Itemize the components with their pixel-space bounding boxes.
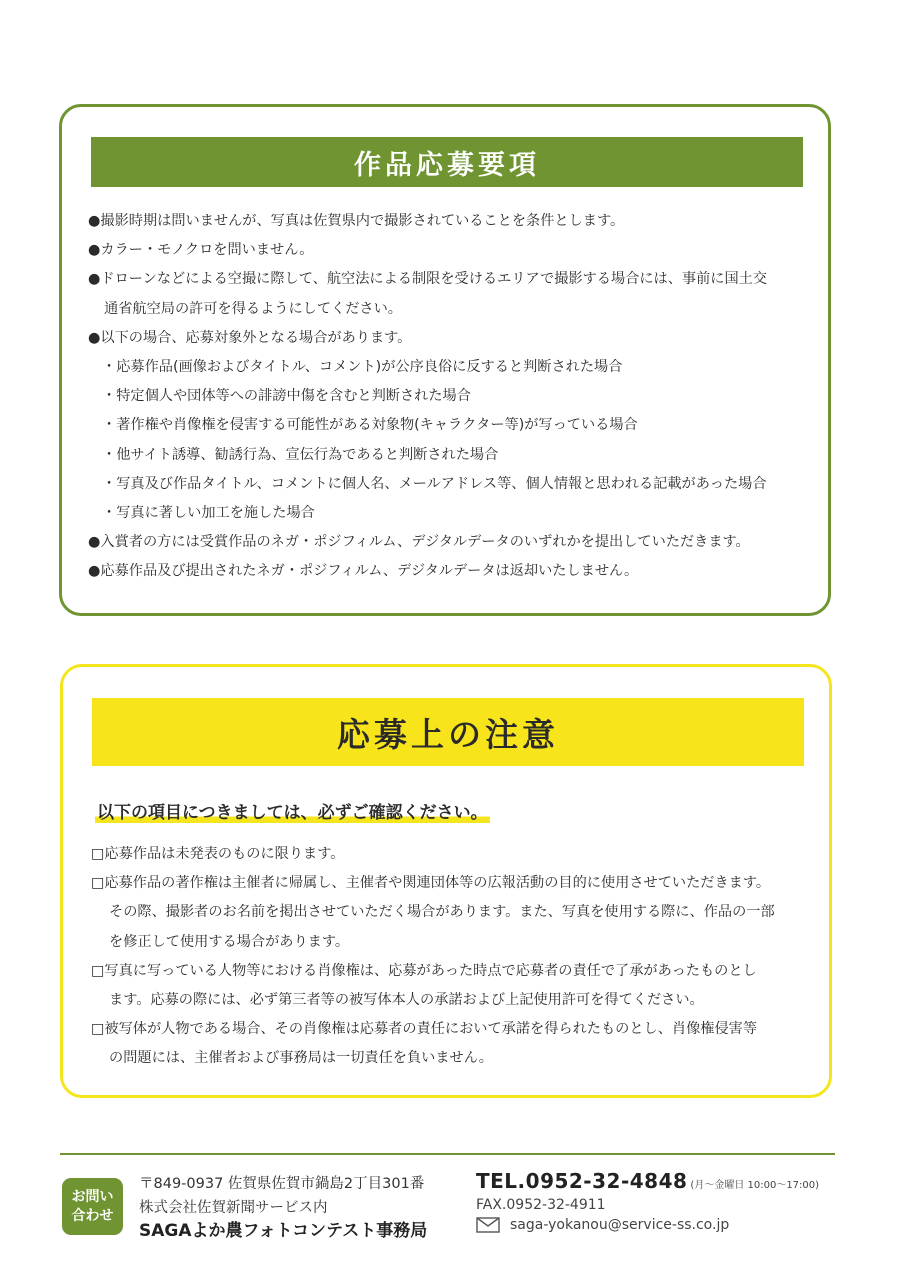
fax-number: FAX.0952-32-4911 [476, 1197, 606, 1213]
office-name: SAGAよか農フォトコンテスト事務局 [139, 1221, 428, 1241]
list-item: ●ドローンなどによる空撮に際して、航空法による制限を受けるエリアで撮影する場合には、事前に国土交 [88, 271, 768, 288]
envelope-icon [476, 1217, 500, 1233]
company-name: 株式会社佐賀新聞サービス内 [139, 1200, 328, 1216]
list-item: □被写体が人物である場合、その肖像権は応募者の責任において承諾を得られたものとし、肖像権侵害等 [91, 1021, 758, 1038]
list-item: を修正して使用する場合があります。 [109, 933, 350, 950]
list-item: □応募作品の著作権は主催者に帰属し、主催者や関連団体等の広報活動の目的に使用させていただきます。 [91, 875, 771, 892]
list-item: ・特定個人や団体等への誹謗中傷を含むと判断された場合 [102, 388, 471, 405]
footer-divider [60, 1153, 835, 1155]
application-notes-box [60, 664, 832, 1098]
section-title-guidelines: 作品応募要項 [91, 137, 803, 187]
list-item: ・著作権や肖像権を侵害する可能性がある対象物(キャラクター等)が写っている場合 [102, 417, 638, 434]
telephone-number[interactable]: TEL.0952-32-4848 [476, 1169, 688, 1193]
contact-badge [62, 1178, 123, 1235]
list-item: □写真に写っている人物等における肖像権は、応募があった時点で応募者の責任で了承があったものとし [91, 962, 757, 979]
list-item: ・写真に著しい加工を施した場合 [102, 505, 315, 522]
email-contact [476, 1217, 729, 1233]
list-item: □応募作品は未発表のものに限ります。 [91, 846, 345, 862]
list-item: ●以下の場合、応募対象外となる場合があります。 [88, 329, 412, 346]
list-item: ●応募作品及び提出されたネガ・ポジフィルム、デジタルデータは返却いたしません。 [88, 563, 639, 580]
list-item: ●カラー・モノクロを問いません。 [88, 242, 314, 259]
list-item: ・写真及び作品タイトル、コメントに個人名、メールアドレス等、個人情報と思われる記載があった場合 [102, 475, 767, 492]
notes-list [91, 840, 813, 1074]
list-item: 通省航空局の許可を得るようにしてください。 [104, 300, 402, 317]
contact-badge-line1: お問い [71, 1188, 114, 1205]
list-item: ●撮影時期は問いませんが、写真は佐賀県内で撮影されていることを条件とします。 [88, 213, 625, 229]
list-item: ・他サイト誘導、勧誘行為、宣伝行為であると判断された場合 [102, 446, 499, 463]
notes-lead-text: 以下の項目につきましては、必ずご確認ください。 [95, 798, 490, 825]
email-address[interactable]: saga-yokanou@service-ss.co.jp [510, 1217, 730, 1233]
section-title-notes: 応募上の注意 [92, 698, 804, 766]
telephone-info [476, 1169, 819, 1193]
list-item: ・応募作品(画像およびタイトル、コメント)が公序良俗に反すると判断された場合 [102, 359, 623, 376]
list-item: の問題には、主催者および事務局は一切責任を負いません。 [109, 1050, 493, 1067]
list-item: その際、撮影者のお名前を掲出させていただく場合があります。また、写真を使用する際に、作品の一部 [109, 904, 775, 921]
list-item: ます。応募の際には、必ず第三者等の被写体本人の承諾および上記使用許可を得てください。 [109, 992, 704, 1009]
contact-badge-line2: 合わせ [71, 1207, 114, 1224]
address-line: 〒849-0937 佐賀県佐賀市鍋島2丁目301番 [139, 1176, 425, 1192]
list-item: ●入賞者の方には受賞作品のネガ・ポジフィルム、デジタルデータのいずれかを提出していただきます。 [88, 534, 750, 551]
guidelines-list [88, 207, 808, 587]
application-guidelines-box [59, 104, 831, 616]
office-hours: (月～金曜日 10:00～17:00) [690, 1180, 820, 1191]
